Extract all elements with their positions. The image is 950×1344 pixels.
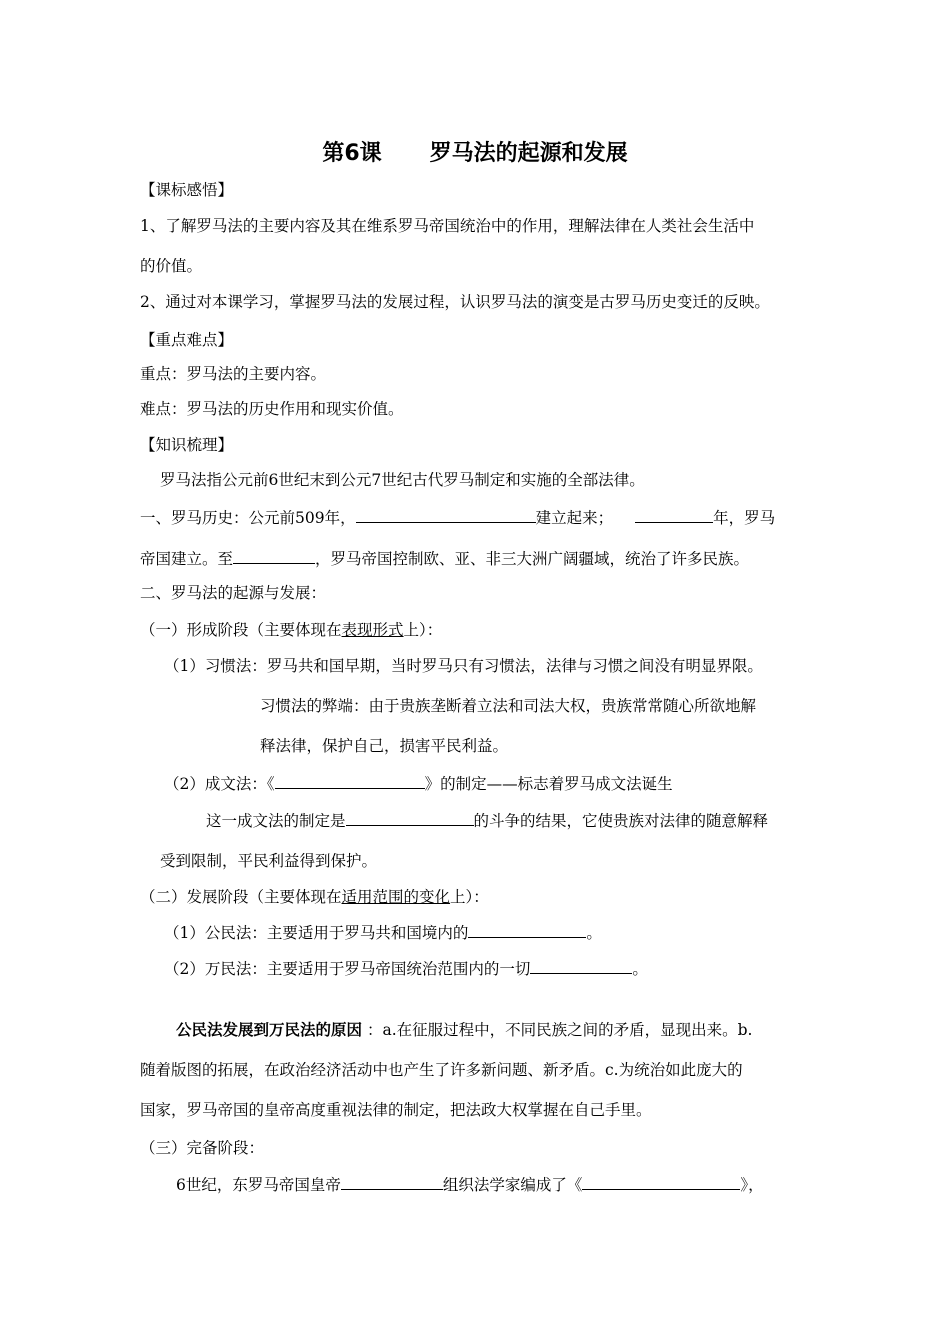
lesson-name: 罗马法的起源和发展: [429, 141, 628, 166]
history-text: 帝国建立。至: [140, 550, 234, 568]
stage-text: （二）发展阶段（主要体现在: [140, 888, 342, 906]
complete-stage-text: 》，: [740, 1176, 764, 1194]
blank-field[interactable]: [530, 958, 632, 974]
blank-field[interactable]: [468, 922, 586, 938]
civil-law-text: （1）公民法：主要适用于罗马共和国境内的: [164, 924, 469, 942]
written-law-text: （2）成文法：《: [164, 775, 275, 793]
origin-heading: 二、罗马法的起源与发展：: [140, 584, 327, 602]
hard-point: 难点：罗马法的历史作用和现实价值。: [140, 400, 404, 418]
history-line-2: [140, 548, 749, 569]
stage-text: （一）形成阶段（主要体现在: [140, 621, 342, 639]
section-heading-standard: 【课标感悟】: [140, 181, 234, 199]
stage-1-heading: [140, 620, 442, 640]
blank-field[interactable]: [356, 507, 536, 523]
reason-line-3: 国家，罗马帝国的皇帝高度重视法律的制定，把法政大权掌握在自己手里。: [140, 1101, 652, 1119]
lesson-number: 第6课: [322, 141, 382, 166]
customary-law: （1）习惯法：罗马共和国早期，当时罗马只有习惯法，法律与习惯之间没有明显界限。: [164, 657, 763, 675]
customary-law-drawback: 习惯法的弊端：由于贵族垄断着立法和司法大权，贵族常常随心所欲地解: [260, 697, 757, 715]
history-text: 年，罗马: [713, 509, 776, 527]
written-law: [164, 773, 673, 794]
law-of-nations-text: 。: [632, 960, 648, 978]
written-law-text: 这一成文法的制定是: [206, 812, 346, 830]
page-title: [0, 136, 950, 167]
blank-field[interactable]: [341, 1174, 443, 1190]
complete-stage-text: 组织法学家编成了《: [442, 1176, 583, 1194]
stage-text: 上）：: [450, 888, 489, 906]
intro-text: 罗马法指公元前6世纪末到公元7世纪古代罗马制定和实施的全部法律。: [160, 471, 645, 489]
written-law-result-cont: 受到限制，平民利益得到保护。: [160, 852, 378, 870]
law-of-nations-text: （2）万民法：主要适用于罗马帝国统治范围内的一切: [164, 960, 531, 978]
stage-3-heading: （三）完备阶段：: [140, 1139, 265, 1157]
reason-line-2: 随着版图的拓展，在政治经济活动中也产生了许多新问题、新矛盾。c.为统治如此庞大的: [140, 1061, 743, 1079]
history-line-1: [140, 507, 775, 528]
stage-underlined: 表现形式: [341, 621, 404, 639]
standard-line-2: 2、通过对本课学习，掌握罗马法的发展过程，认识罗马法的演变是古罗马历史变迁的反映。: [140, 293, 770, 311]
reason-line-1: [176, 1020, 752, 1040]
blank-field[interactable]: [346, 810, 474, 826]
blank-field[interactable]: [635, 507, 713, 523]
section-heading-knowledge: 【知识梳理】: [140, 436, 234, 454]
blank-field[interactable]: [233, 548, 315, 564]
history-text: 一、罗马历史：公元前509年，: [140, 509, 356, 527]
law-of-nations: [164, 958, 648, 979]
civil-law-text: 。: [586, 924, 602, 942]
history-text: ，罗马帝国控制欧、亚、非三大洲广阔疆域，统治了许多民族。: [315, 550, 750, 568]
stage-2-heading: [140, 887, 489, 907]
reason-text: ：a.在征服过程中，不同民族之间的矛盾，显现出来。b.: [366, 1021, 753, 1039]
written-law-text: 》的制定——标志着罗马成文法诞生: [424, 775, 673, 793]
blank-field[interactable]: [275, 773, 425, 789]
complete-stage-line: [176, 1174, 764, 1195]
written-law-result: [206, 810, 768, 831]
written-law-text: 的斗争的结果，它使贵族对法律的随意解释: [473, 812, 769, 830]
key-point: 重点：罗马法的主要内容。: [140, 365, 327, 383]
reason-heading: 公民法发展到万民法的原因: [176, 1021, 363, 1039]
standard-line-1: 1、了解罗马法的主要内容及其在维系罗马帝国统治中的作用，理解法律在人类社会生活中: [140, 217, 755, 235]
history-text: 建立起来；: [535, 509, 614, 527]
civil-law: [164, 922, 602, 943]
stage-underlined: 适用范围的变化: [341, 888, 451, 906]
standard-line-1-cont: 的价值。: [140, 257, 203, 275]
blank-field[interactable]: [582, 1174, 740, 1190]
customary-law-drawback-cont: 释法律，保护自己，损害平民利益。: [260, 737, 509, 755]
complete-stage-text: 6世纪，东罗马帝国皇帝: [176, 1176, 341, 1194]
section-heading-key: 【重点难点】: [140, 331, 234, 349]
stage-text: 上）：: [403, 621, 443, 639]
